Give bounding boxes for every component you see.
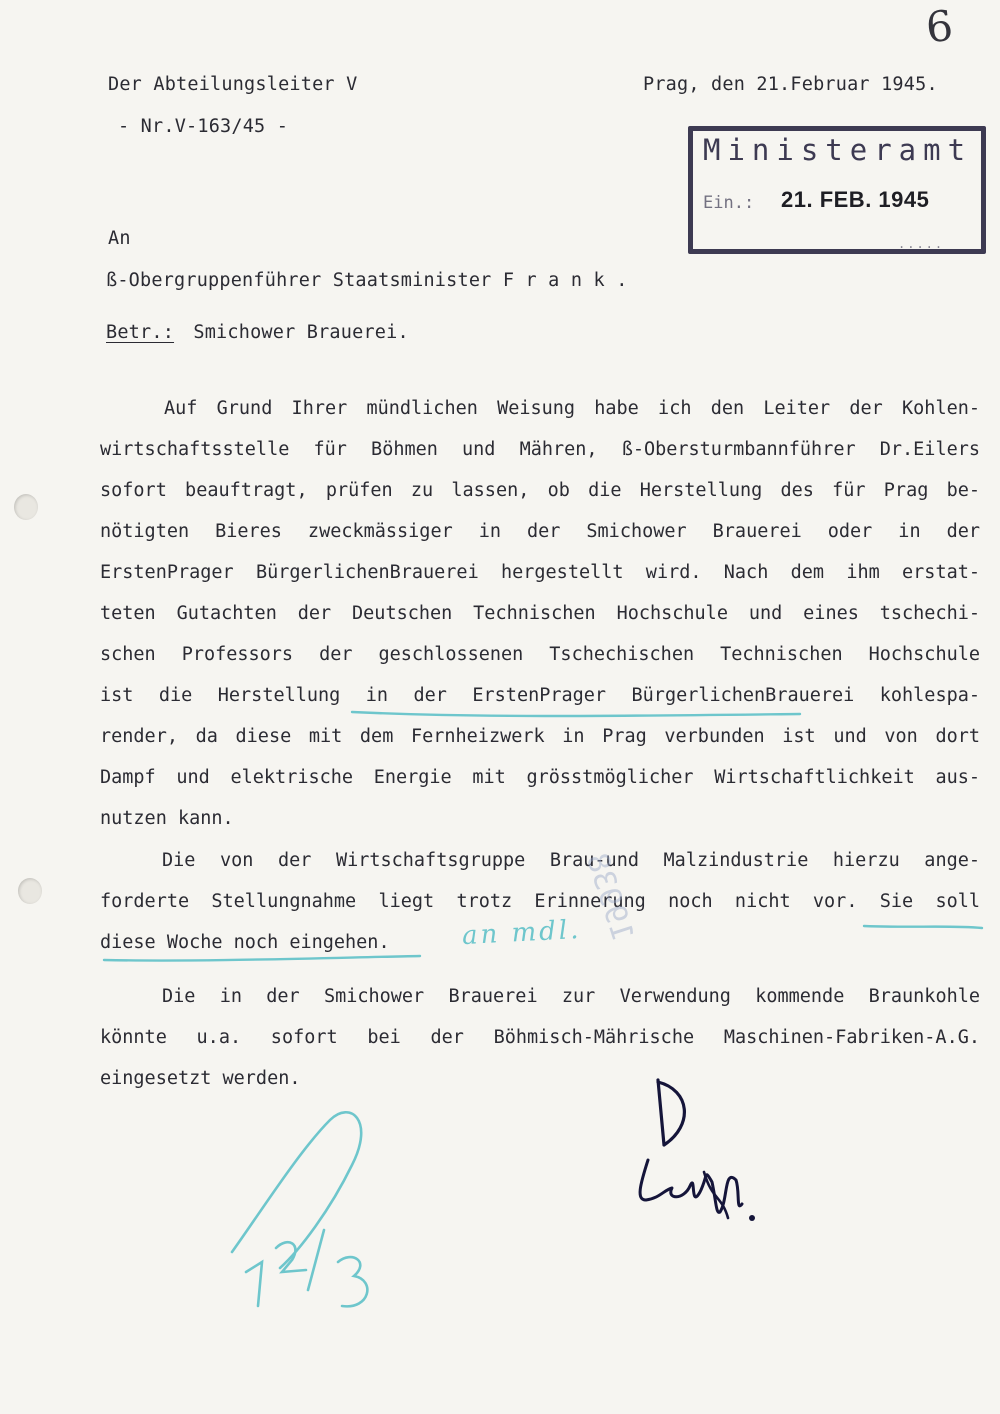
paragraph-line: nutzen kann. — [100, 808, 234, 829]
margin-note: an mdl. — [461, 914, 583, 952]
subject-label: Betr.: — [106, 322, 175, 343]
paragraph-line: render, da diese mit dem Fernheizwerk in Prag verbunden ist und von dort — [100, 726, 980, 747]
pencil-digit-3 — [338, 1257, 367, 1306]
stamp-title: Ministeramt — [703, 133, 973, 167]
stamp-dots: ..... — [898, 237, 945, 251]
recipient-name: ß-Obergruppenführer Staatsminister F r a n k . — [106, 270, 628, 291]
recipient-prefix: An — [108, 228, 131, 249]
signature-initial — [658, 1080, 684, 1145]
place-date: Prag, den 21.Februar 1945. — [643, 74, 938, 95]
pencil-digit-1 — [246, 1262, 262, 1306]
paragraph-line: sofort beauftragt, prüfen zu lassen, ob die Herstellung des für Prag be- — [100, 480, 980, 501]
paragraph-line: ErstenPrager BürgerlichenBrauerei hergestellt wird. Nach dem ihm erstat- — [100, 562, 980, 583]
paragraph-line: ist die Herstellung in der ErstenPrager BürgerlichenBrauerei kohlespa- — [100, 685, 980, 706]
faint-number: 19938 — [578, 849, 640, 946]
paragraph-line: teten Gutachten der Deutschen Technischen Hochschule und eines tschechi- — [100, 603, 980, 624]
paragraph-line: schen Professors der geschlossenen Tschechischen Technischen Hochschule — [100, 644, 980, 665]
page-number: 6 — [923, 0, 956, 53]
paragraph-line: könnte u.a. sofort bei der Böhmisch-Mährische Maschinen-Fabriken-A.G. — [100, 1027, 980, 1048]
paragraph-line: Die in der Smichower Brauerei zur Verwendung kommende Braunkohle — [162, 986, 980, 1007]
stamp-label: Ein.: — [703, 193, 755, 213]
stamp-date: 21. FEB. 1945 — [781, 187, 930, 212]
pencil-underline-brewery — [352, 712, 800, 716]
paragraph-line: Die von der Wirtschaftsgruppe Brau-und Malzindustrie hierzu ange- — [162, 850, 980, 871]
paragraph-line: forderte Stellungnahme liegt trotz Erinnerung noch nicht vor. Sie soll — [100, 891, 980, 912]
pencil-underline-woche — [104, 956, 420, 961]
pencil-slash — [308, 1230, 324, 1290]
sender-title: Der Abteilungsleiter V — [108, 74, 358, 95]
paragraph-line: Dampf und elektrische Energie mit grösstmöglicher Wirtschaftlichkeit aus- — [100, 767, 980, 788]
paragraph-line: Auf Grund Ihrer mündlichen Weisung habe ich den Leiter der Kohlen- — [164, 398, 980, 419]
paragraph-line: wirtschaftsstelle für Böhmen und Mähren, ß-Obersturmbannführer Dr.Eilers — [100, 439, 980, 460]
pencil-underline-sie-soll — [864, 926, 982, 928]
subject-text: Smichower Brauerei. — [193, 322, 409, 343]
reference-number: - Nr.V-163/45 - — [118, 116, 289, 137]
paragraph-line: nötigten Bieres zweckmässiger in der Smichower Brauerei oder in der — [100, 521, 980, 542]
paragraph-line: eingesetzt werden. — [100, 1068, 301, 1089]
signature-dot — [749, 1215, 755, 1221]
pencil-loop — [232, 1112, 361, 1268]
signature-body — [640, 1160, 742, 1212]
paragraph-line: diese Woche noch eingehen. — [100, 932, 390, 953]
